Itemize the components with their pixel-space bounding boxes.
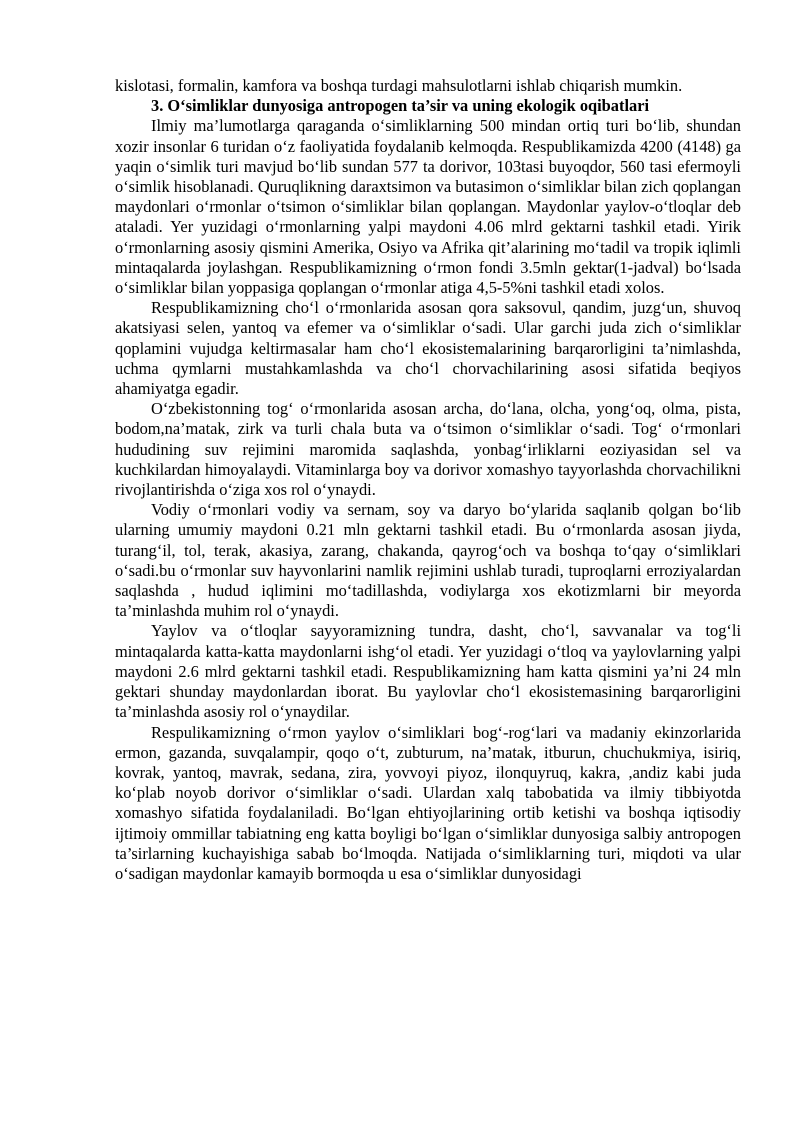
section-heading: 3. O‘simliklar dunyosiga antropogen ta’sir va uning ekologik oqibatlari	[151, 96, 650, 116]
paragraph-1: Ilmiy ma’lumotlarga qaraganda o‘simliklarning 500 mindan ortiq turi bo‘lib, shundan xozir insonlar 6 turidan o‘z faoliyatida foydalanib kelmoqda. Respublikamizda 4200 (4148) ga yaqin o‘simlik turi mavjud bo‘lib sundan 577 ta dorivor, 103tasi buyoqdor, 560 tasi efermoyli o‘simlik hisoblanadi. Quruqlikning daraxtsimon va butasimon o‘simliklar bilan zich qoplangan maydonlari o‘rmonlar o‘tsimon o‘simliklar bilan qoplangan. Maydonlar yaylov-o‘tloqlar deb ataladi. Yer yuzidagi o‘rmonlarning yalpi maydoni 4.06 mlrd gektarni tashkil etadi. Yirik o‘rmonlarning asosiy qismini Amerika, Osiyo va Afrika qit’alarining mo‘tadil va tropik iqlimli mintaqalarda joylashgan. Respublikamizning o‘rmon fondi 3.5mln gektar(1-jadval) bo‘lsada o‘simliklar bilan yoppasiga qoplangan o‘rmonlar atiga 4,5-5%ni tashkil etadi xolos.	[115, 116, 741, 298]
paragraph-6: Respulikamizning o‘rmon yaylov o‘simliklari bog‘-rog‘lari va madaniy ekinzorlarida ermon, gazanda, suvqalampir, qoqo o‘t, zubturum, na’matak, itburun, chuchukmiya, isiriq, kovrak, yantoq, mavrak, sedana, zira, yovvoyi piyoz, ilonquyruq, kakra, ,andiz kabi juda ko‘plab noyob dorivor o‘simliklar o‘sadi. Ulardan xalq tabobatida va ilmiy tibbiyotda xomashyo sifatida foydalaniladi. Bo‘lgan ehtiyojlarining ortib ketishi va boshqa iqtisodiy ijtimoiy ommillar tabiatning eng katta boyligi bo‘lgan o‘simliklar dunyosiga salbiy antropogen ta’sirlarning kuchayishiga sabab bo‘lmoqda. Natijada o‘simliklarning turi, miqdoti va ular o‘sadigan maydonlar kamayib bormoqda u esa o‘simliklar dunyosidagi	[115, 722, 741, 883]
paragraph-continuation: kislotasi, formalin, kamfora va boshqa turdagi mahsulotlarni ishlab chiqarish mumkin.	[115, 76, 683, 95]
paragraph-2: Respublikamizning cho‘l o‘rmonlarida asosan qora saksovul, qandim, juzg‘un, shuvoq akatsiyasi selen, yantoq va efemer va o‘simliklar o‘sadi. Ular garchi juda zich o‘simliklar qoplamini vujudga keltirmasalar ham cho‘l ekosistemalarining barqarorligini ta’nimlashda, uchma qymlarni mustahkamlashda va cho‘l chorvachilarining asosi sifatida beqiyos ahamiyatga egadir.	[115, 298, 741, 399]
paragraph-5: Yaylov va o‘tloqlar sayyoramizning tundra, dasht, cho‘l, savvanalar va tog‘li mintaqalarda katta-katta maydonlarni ishg‘ol etadi. Yer yuzidagi o‘tloq va yaylovlarning yalpi maydoni 2.6 mlrd gektarni tashkil etadi. Respublikamizning ham katta qismini ya’ni 24 mln gektari shunday maydonlardan iborat. Bu yaylovlar cho‘l ekosistemasining barqarorligini ta’minlashda asosiy rol o‘ynaydilar.	[115, 621, 741, 722]
paragraph-3: O‘zbekistonning tog‘ o‘rmonlarida asosan archa, do‘lana, olcha, yong‘oq, olma, pista, bodom,na’matak, zirk va turli chala buta va o‘tsimon o‘simliklar o‘sadi. Tog‘ o‘rmonlari hududining suv rejimini maromida saqlashda, yonbag‘irliklarni eoziyasidan sel va kuchkilardan himoyalaydi. Vitaminlarga boy va dorivor xomashyo tayyorlashda chorvachilikni rivojlantirishda o‘ziga xos rol o‘ynaydi.	[115, 399, 741, 500]
document-page	[115, 76, 741, 884]
paragraph-4: Vodiy o‘rmonlari vodiy va sernam, soy va daryo bo‘ylarida saqlanib qolgan bo‘lib ularning umumiy maydoni 0.21 mln gektarni tashkil etadi. Bu o‘rmonlarda asosan jiyda, turang‘il, tol, terak, akasiya, zarang, chakanda, qayrog‘och va boshqa to‘qay o‘simliklari o‘sadi.bu o‘rmonlar suv hayvonlarini namlik rejimini ushlab turadi, tuproqlarni erroziyalardan saqlashda , hudud iqlimini mo‘tadillashda, vodiylarga xos ekotizmlarni bir meyorda ta’minlashda muhim rol o‘ynaydi.	[115, 500, 741, 621]
